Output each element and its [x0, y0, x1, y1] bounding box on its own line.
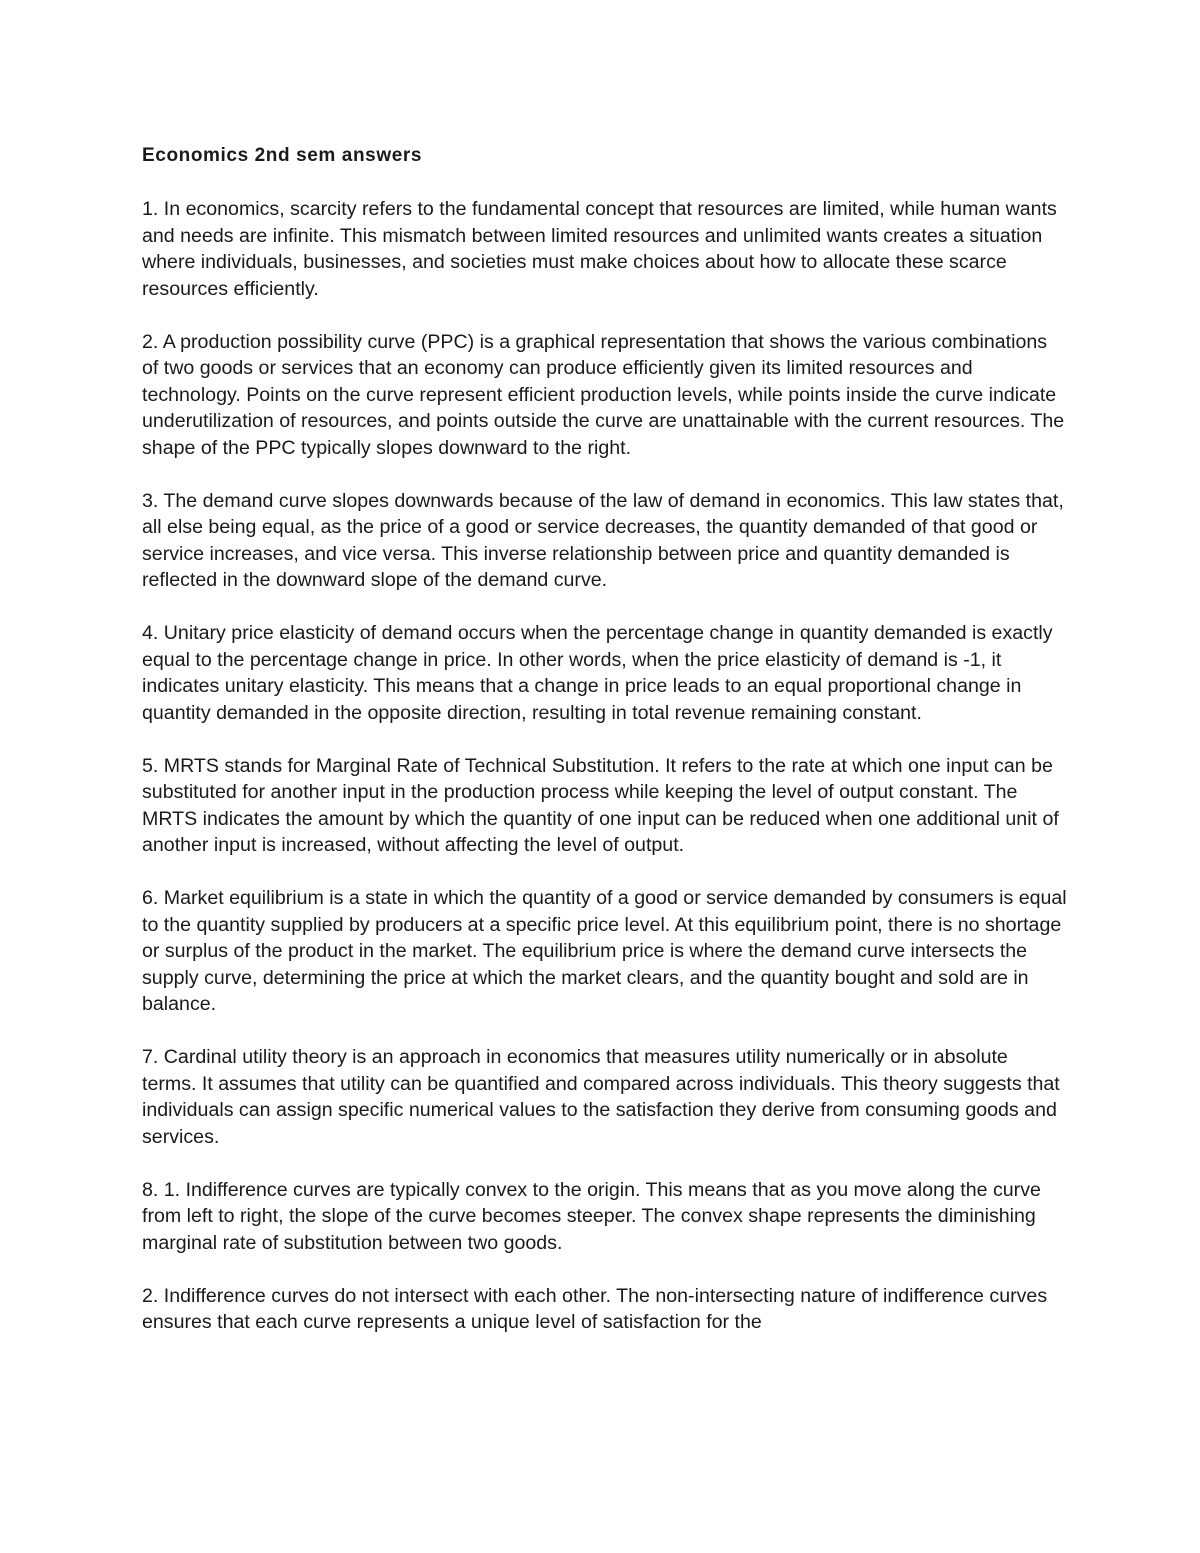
answer-paragraph-4: 4. Unitary price elasticity of demand occurs when the percentage change in quantity demanded is exactly equal to the percentage change in price. In other words, when the price elasticity of demand is -1, it indicates unitary elasticity. This means that a change in price leads to an equal proportional change in quantity demanded in the opposite direction, resulting in total revenue remaining constant. [142, 622, 1053, 724]
document-page [142, 143, 1067, 1362]
document-title: Economics 2nd sem answers [142, 145, 423, 166]
answer-paragraph-3: 3. The demand curve slopes downwards because of the law of demand in economics. This law states that, all else being equal, as the price of a good or service decreases, the quantity demanded of that good or service increases, and vice versa. This inverse relationship between price and quantity demanded is reflected in the downward slope of the demand curve. [142, 489, 1064, 591]
answer-paragraph-5: 5. MRTS stands for Marginal Rate of Technical Substitution. It refers to the rate at which one input can be substituted for another input in the production process while keeping the level of output constant. The MRTS indicates the amount by which the quantity of one input can be reduced when one additional unit of another input is increased, without affecting the level of output. [142, 754, 1059, 856]
answer-paragraph-8: 8. 1. Indifference curves are typically convex to the origin. This means that as you move along the curve from left to right, the slope of the curve becomes steeper. The convex shape represents the diminishing marginal rate of substitution between two goods. [142, 1178, 1041, 1254]
answer-paragraph-8-point-2: 2. Indifference curves do not intersect with each other. The non-intersecting nature of indifference curves ensures that each curve represents a unique level of satisfaction for the [142, 1284, 1048, 1333]
answer-paragraph-6: 6. Market equilibrium is a state in which the quantity of a good or service demanded by consumers is equal to the quantity supplied by producers at a specific price level. At this equilibrium point, there is no shortage or surplus of the product in the market. The equilibrium price is where the demand curve intersects the supply curve, determining the price at which the market clears, and the quantity bought and sold are in balance. [142, 887, 1067, 1015]
answer-paragraph-2: 2. A production possibility curve (PPC) is a graphical representation that shows the various combinations of two goods or services that an economy can produce efficiently given its limited resources and technology. Points on the curve represent efficient production levels, while points inside the curve indicate underutilization of resources, and points outside the curve are unattainable with the current resources. The shape of the PPC typically slopes downward to the right. [142, 330, 1065, 459]
answer-paragraph-7: 7. Cardinal utility theory is an approach in economics that measures utility numerically or in absolute terms. It assumes that utility can be quantified and compared across individuals. This theory suggests that individuals can assign specific numerical values to the satisfaction they derive from consuming goods and services. [142, 1046, 1060, 1148]
answer-paragraph-1: 1. In economics, scarcity refers to the fundamental concept that resources are limited, while human wants and needs are infinite. This mismatch between limited resources and unlimited wants creates a situation where individuals, businesses, and societies must make choices about how to allocate these scarce resources efficiently. [142, 198, 1057, 300]
